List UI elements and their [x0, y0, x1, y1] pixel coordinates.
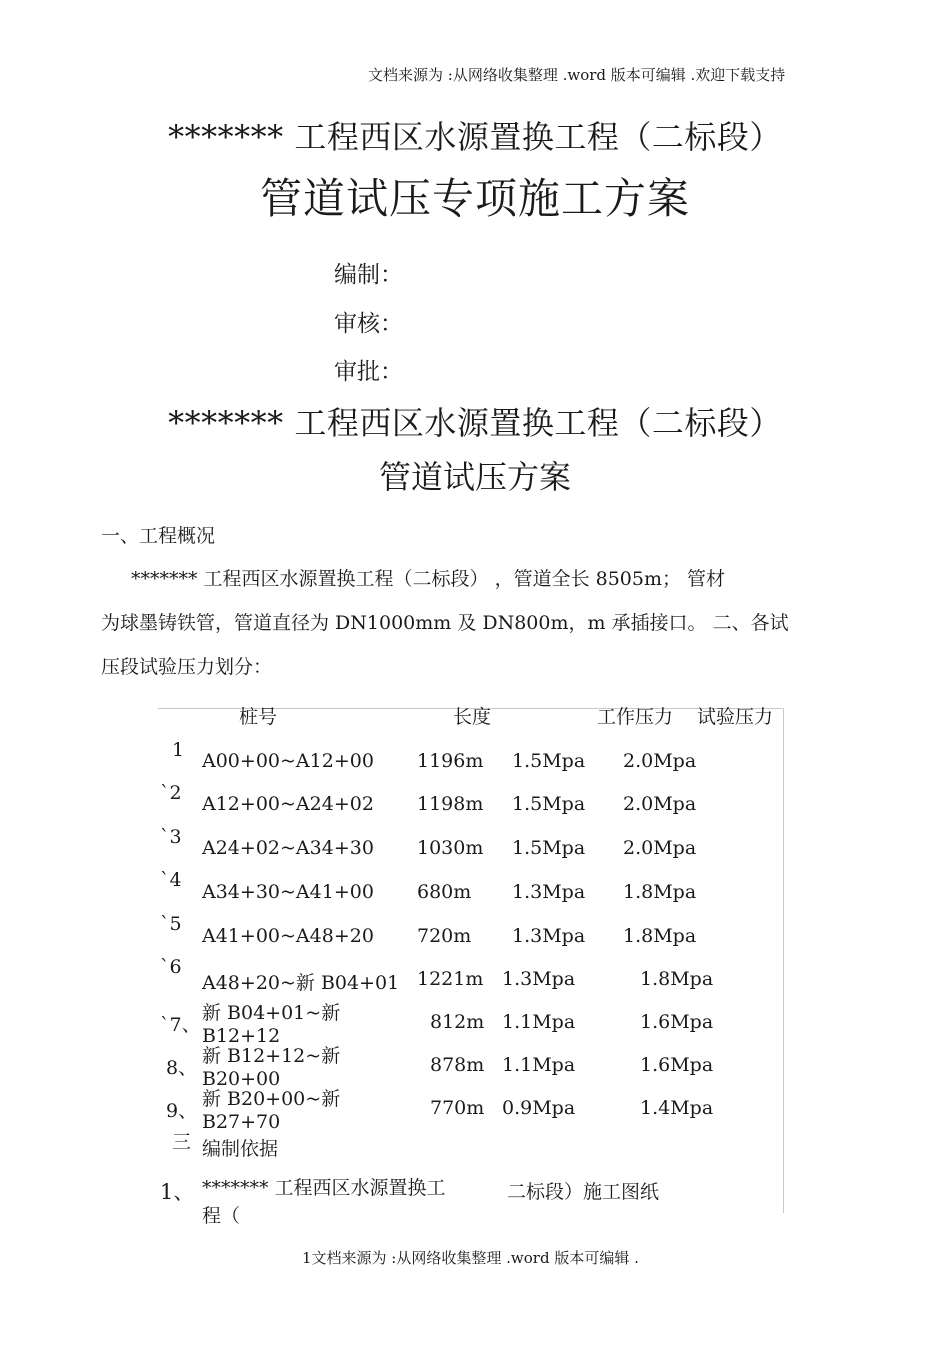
table-row-no: 9、 — [166, 1100, 198, 1122]
table-row-no: `4 — [160, 869, 182, 891]
compiled-by-label: 编制： — [334, 262, 403, 288]
table-row-range: A41+00~A48+20 — [202, 925, 374, 947]
table-row-length: 770m — [430, 1097, 485, 1119]
table-row-range: A00+00~A12+00 — [202, 750, 374, 772]
footer-note: 1文档来源为 :从网络收集整理 .word 版本可编辑 . — [302, 1249, 639, 1267]
table-row-length: 720m — [417, 925, 472, 947]
table-row-test-pressure: 1.8Mpa — [623, 925, 697, 947]
section3-heading: 编制依据 — [202, 1138, 279, 1160]
section3-item1-number: 1、 — [160, 1180, 195, 1204]
table-row-work-pressure: 1.3Mpa — [502, 968, 576, 990]
table-row-no: `6 — [160, 956, 182, 978]
table-row-range: A34+30~A41+00 — [202, 881, 374, 903]
section1-para-line2: 为球墨铸铁管，管道直径为 DN1000mm 及 DN800m，m 承插接口。 二、各试 — [101, 612, 789, 634]
table-row-test-pressure: 1.6Mpa — [640, 1054, 714, 1076]
table-row-work-pressure: 1.5Mpa — [512, 750, 586, 772]
table-row-length: 1030m — [417, 837, 484, 859]
cover-title-line2: 管道试压专项施工方案 — [259, 174, 690, 223]
table-row-no: `3 — [160, 826, 182, 848]
table-row-work-pressure: 1.3Mpa — [512, 881, 586, 903]
table-row-length: 812m — [430, 1011, 485, 1033]
section1-para-line1: ******* 工程西区水源置换工程（二标段） ，管道全长 8505m； 管材 — [131, 568, 726, 590]
table-row-range: 新 B04+01~新 — [202, 1002, 341, 1024]
table-row-length: 1196m — [417, 750, 484, 772]
table-row-work-pressure: 1.1Mpa — [502, 1011, 576, 1033]
table-row-test-pressure: 1.4Mpa — [640, 1097, 714, 1119]
section3-item1-text-cont: 程（ — [202, 1205, 241, 1227]
table-row-work-pressure: 1.5Mpa — [512, 793, 586, 815]
table-row-work-pressure: 1.1Mpa — [502, 1054, 576, 1076]
doc-title-line1: ******* 工程西区水源置换工程（二标段） — [168, 404, 782, 442]
table-row-no: `7、 — [160, 1014, 201, 1036]
doc-title-line2: 管道试压方案 — [378, 458, 571, 496]
section1-para-line3: 压段试验压力划分： — [101, 656, 273, 678]
table-row-range: A24+02~A34+30 — [202, 837, 374, 859]
table-row-test-pressure: 1.8Mpa — [623, 881, 697, 903]
approved-by-label: 审批： — [334, 359, 403, 385]
table-row-length: 1221m — [417, 968, 484, 990]
table-header-work-pressure: 工作压力 — [597, 706, 674, 728]
table-row-range-cont: B12+12 — [202, 1025, 281, 1047]
table-header-length: 长度 — [453, 706, 492, 728]
table-row-range: 新 B20+00~新 — [202, 1088, 341, 1110]
table-row-length: 1198m — [417, 793, 484, 815]
section3-item1-text: ******* 工程西区水源置换工 — [202, 1177, 446, 1199]
header-note: 文档来源为 :从网络收集整理 .word 版本可编辑 .欢迎下载支持 — [368, 66, 786, 84]
section1-heading: 一、工程概况 — [101, 525, 216, 547]
table-row-range-cont: B27+70 — [202, 1111, 281, 1133]
table-row-test-pressure: 2.0Mpa — [623, 837, 697, 859]
table-row-no: 1 — [172, 739, 185, 761]
table-row-work-pressure: 1.5Mpa — [512, 837, 586, 859]
table-row-range: A48+20~新 B04+01 — [202, 972, 400, 994]
table-row-range: A12+00~A24+02 — [202, 793, 374, 815]
table-row-length: 878m — [430, 1054, 485, 1076]
table-row-range: 新 B12+12~新 — [202, 1045, 341, 1067]
table-row-work-pressure: 0.9Mpa — [502, 1097, 576, 1119]
section3-item1-text-end: 二标段）施工图纸 — [507, 1181, 660, 1203]
table-row-no: `2 — [160, 782, 182, 804]
table-row-test-pressure: 1.6Mpa — [640, 1011, 714, 1033]
table-row-no: `5 — [160, 913, 182, 935]
table-row-no: 8、 — [166, 1057, 198, 1079]
table-right-border — [783, 708, 784, 1213]
table-row-test-pressure: 2.0Mpa — [623, 750, 697, 772]
table-header-station: 桩号 — [239, 706, 278, 728]
table-header-test-pressure: 试验压力 — [697, 706, 774, 728]
table-row-work-pressure: 1.3Mpa — [512, 925, 586, 947]
reviewed-by-label: 审核： — [334, 311, 403, 337]
table-row-test-pressure: 2.0Mpa — [623, 793, 697, 815]
table-row-range-cont: B20+00 — [202, 1068, 281, 1090]
cover-title-line1: ******* 工程西区水源置换工程（二标段） — [168, 118, 782, 156]
section3-number: 三 — [172, 1131, 192, 1153]
table-row-test-pressure: 1.8Mpa — [640, 968, 714, 990]
table-row-length: 680m — [417, 881, 472, 903]
